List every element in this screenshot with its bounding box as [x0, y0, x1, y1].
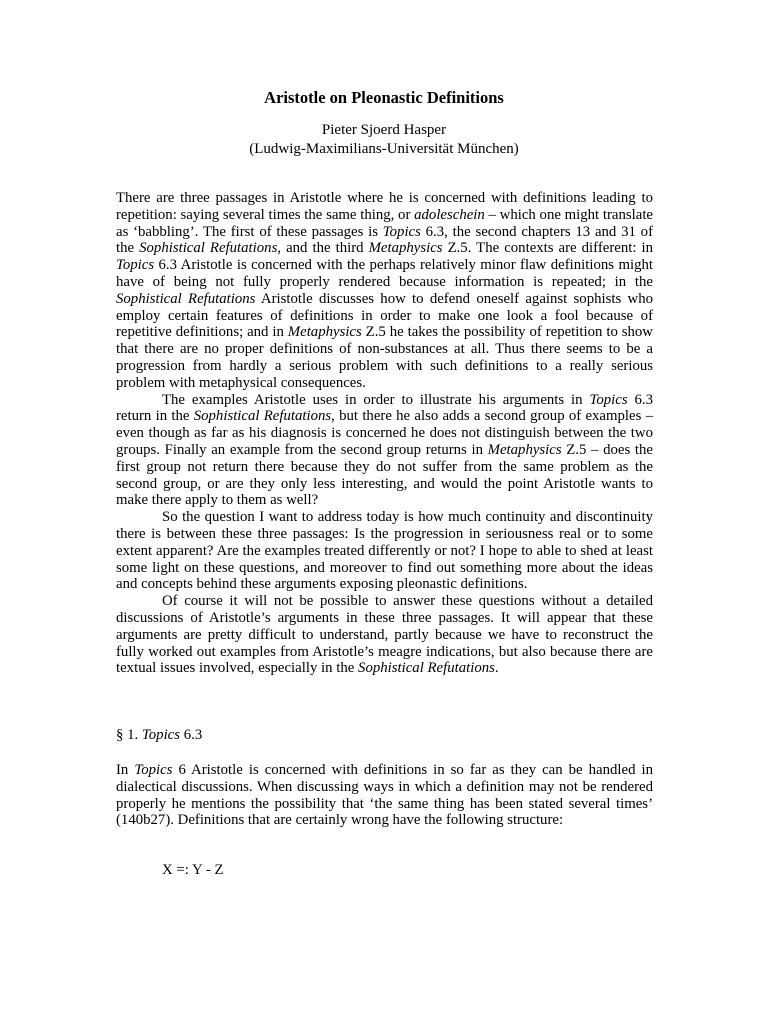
intro-paragraph-3: So the question I want to address today is how much continuity and discontinuity there is between these three passages: Is the progression in seriousness real or to some extent apparent? Are the examples treated differently or not? I hope to able to shed at least some light on these questions, and moreover to find out something more about the ideas and concepts behind these arguments exposing pleonastic definitions.: [116, 509, 653, 593]
introduction-body: [116, 190, 653, 677]
author-block: [0, 121, 768, 159]
section-heading: § 1. Topics 6.3: [116, 727, 203, 743]
section-1-body: [116, 762, 653, 829]
author-affiliation: (Ludwig-Maximilians-Universität München): [249, 141, 519, 157]
definition-formula: X =: Y - Z: [162, 862, 224, 878]
author-name: Pieter Sjoerd Hasper: [321, 122, 447, 138]
intro-paragraph-4: Of course it will not be possible to answer these questions without a detailed discussions of Aristotle’s arguments in these three passages. It will appear that these arguments are pretty difficult to understand, partly because we have to reconstruct the fully worked out examples from Aristotle’s meagre indications, but also because there are textual issues involved, especially in the Sophistical Refutations.: [116, 593, 653, 677]
intro-paragraph-1: There are three passages in Aristotle where he is concerned with definitions leading to repetition: saying several times the same thing, or adoleschein – which one might translate as ‘babbling’. The first of these passages is Topics 6.3, the second chapters 13 and 31 of the Sophistical Refutations, and the third Metaphysics Z.5. The contexts are different: in Topics 6.3 Aristotle is concerned with the perhaps relatively minor flaw definitions might have of being not fully properly rendered because information is repeated; in the Sophistical Refutations Aristotle discusses how to defend oneself against sophists who employ certain features of definitions in order to make one look a fool because of repetitive definitions; and in Metaphysics Z.5 he takes the possibility of repetition to show that there are no proper definitions of non-substances at all. Thus there seems to be a progression from hardly a serious problem with such definitions to a really serious problem with metaphysical consequences.: [116, 190, 654, 391]
intro-paragraph-2: The examples Aristotle uses in order to illustrate his arguments in Topics 6.3 return in the Sophistical Refutations, but there he also adds a second group of examples – even though as far as his diagnosis is concerned he does not distinguish between the two groups. Finally an example from the second group returns in Metaphysics Z.5 – does the first group not return there because they do not suffer from the same problem as the second group, or are they only less interesting, and would the point Aristotle wants to make there apply to them as well?: [116, 391, 654, 509]
paper-title: Aristotle on Pleonastic Definitions: [264, 88, 504, 107]
section-1-paragraph: In Topics 6 Aristotle is concerned with definitions in so far as they can be handled in dialectical discussions. When discussing ways in which a definition may not be rendered properly he mentions the possibility that ‘the same thing has been stated several times’ (140b27). Definitions that are certainly wrong have the following structure:: [116, 762, 653, 829]
